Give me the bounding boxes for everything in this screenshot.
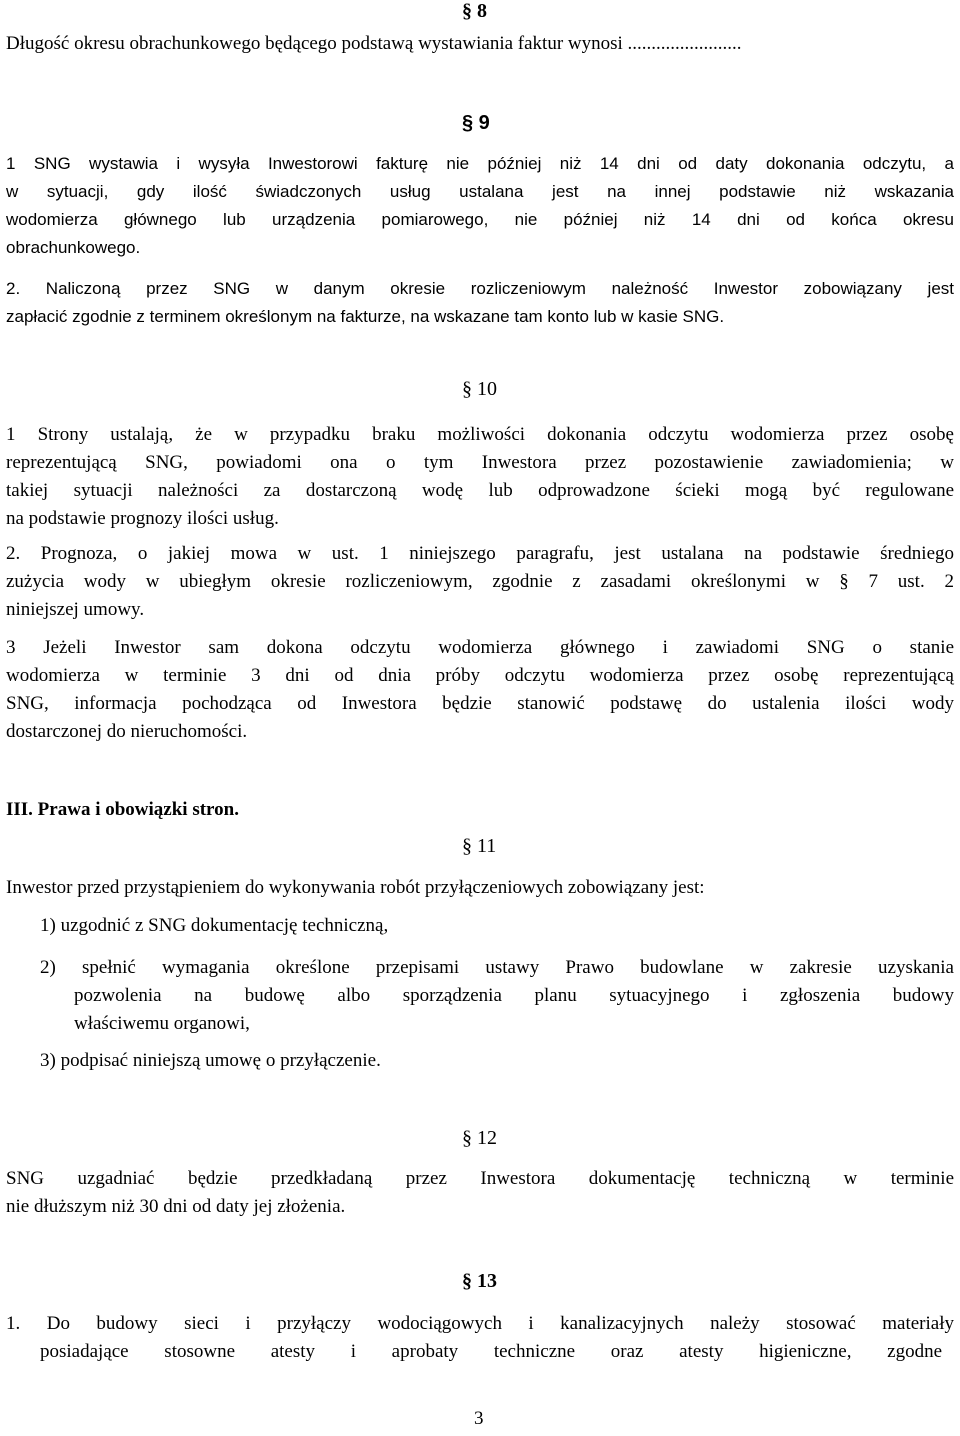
text-line: reprezentującą SNG, powiadomi ona o tym Inwestora przez pozostawienie zawiadomienia; w <box>6 452 954 473</box>
section-12-heading: § 12 <box>462 1127 497 1149</box>
text-line: obrachunkowego. <box>6 238 141 257</box>
text-line: SNG uzgadniać będzie przedkładaną przez Inwestora dokumentację techniczną w terminie <box>6 1168 954 1189</box>
section-9-paragraph-2 <box>6 275 954 331</box>
text-line: niniejszej umowy. <box>6 599 145 620</box>
text-line: wodomierza głównego lub urządzenia pomiarowego, nie później niż 14 dni od końca okresu <box>6 210 954 229</box>
text-line: zapłacić zgodnie z terminem określonym na fakturze, na wskazane tam konto lub w kasie SNG. <box>6 307 725 326</box>
text-line: takiej sytuacji należności za dostarczoną wodę lub odprowadzone ścieki mogą być regulowane <box>6 480 954 501</box>
text-line: 2. Prognoza, o jakiej mowa w ust. 1 niniejszego paragrafu, jest ustalana na podstawie średniego <box>6 543 954 564</box>
section-11-heading: § 11 <box>462 835 497 857</box>
section-8-heading: § 8 <box>462 0 487 22</box>
section-13-paragraph-1 <box>6 1310 954 1366</box>
section-10-paragraph-2 <box>6 540 954 624</box>
text-line: dostarczonej do nieruchomości. <box>6 721 248 742</box>
text-line: właściwemu organowi, <box>74 1013 250 1034</box>
section-13-heading: § 13 <box>462 1270 497 1292</box>
section-12-paragraph-1 <box>6 1165 954 1221</box>
chapter-heading: III. Prawa i obowiązki stron. <box>6 799 239 820</box>
text-line: 3 Jeżeli Inwestor sam dokona odczytu wodomierza głównego i zawiadomi SNG o stanie <box>6 637 954 658</box>
section-10-paragraph-3 <box>6 634 954 746</box>
section-10-heading: § 10 <box>462 378 497 400</box>
text-line: zużycia wody w ubiegłym okresie rozliczeniowym, zgodnie z zasadami określonymi w § 7 ust. 2 <box>6 571 954 592</box>
section-11-item-2 <box>40 954 954 1038</box>
text-line: 1 SNG wystawia i wysyła Inwestorowi fakturę nie później niż 14 dni od daty dokonania odczytu, a <box>6 154 954 173</box>
text-line: 1. Do budowy sieci i przyłączy wodociągowych i kanalizacyjnych należy stosować materiały <box>6 1313 954 1334</box>
section-10-paragraph-1 <box>6 421 954 533</box>
text-line: 2) spełnić wymagania określone przepisami ustawy Prawo budowlane w zakresie uzyskania <box>40 957 954 978</box>
text-line: wodomierza w terminie 3 dni od dnia próby odczytu wodomierza przez osobę reprezentującą <box>6 665 954 686</box>
section-8-text: Długość okresu obrachunkowego będącego podstawą wystawiania faktur wynosi ........................ <box>6 33 742 54</box>
section-9-heading: § 9 <box>462 112 490 134</box>
text-line: posiadające stosowne atesty i aprobaty techniczne oraz atesty higieniczne, zgodne <box>40 1341 942 1362</box>
section-9-paragraph-1 <box>6 150 954 262</box>
section-11-item-3: 3) podpisać niniejszą umowę o przyłączenie. <box>40 1050 381 1071</box>
text-line: w sytuacji, gdy ilość świadczonych usług ustalana jest na innej podstawie niż wskazania <box>6 182 954 201</box>
section-11-intro: Inwestor przed przystąpieniem do wykonywania robót przyłączeniowych zobowiązany jest: <box>6 877 705 898</box>
text-line: 1 Strony ustalają, że w przypadku braku możliwości dokonania odczytu wodomierza przez osobę <box>6 424 954 445</box>
text-line: SNG, informacja pochodząca od Inwestora będzie stanowić podstawę do ustalenia ilości wody <box>6 693 954 714</box>
page-number: 3 <box>474 1408 484 1429</box>
text-line: nie dłuższym niż 30 dni od daty jej złożenia. <box>6 1196 346 1217</box>
text-line: 2. Naliczoną przez SNG w danym okresie rozliczeniowym należność Inwestor zobowiązany jest <box>6 279 954 298</box>
text-line: pozwolenia na budowę albo sporządzenia planu sytuacyjnego i zgłoszenia budowy <box>74 985 954 1006</box>
section-11-item-1: 1) uzgodnić z SNG dokumentację techniczną, <box>40 915 389 936</box>
text-line: na podstawie prognozy ilości usług. <box>6 508 279 529</box>
